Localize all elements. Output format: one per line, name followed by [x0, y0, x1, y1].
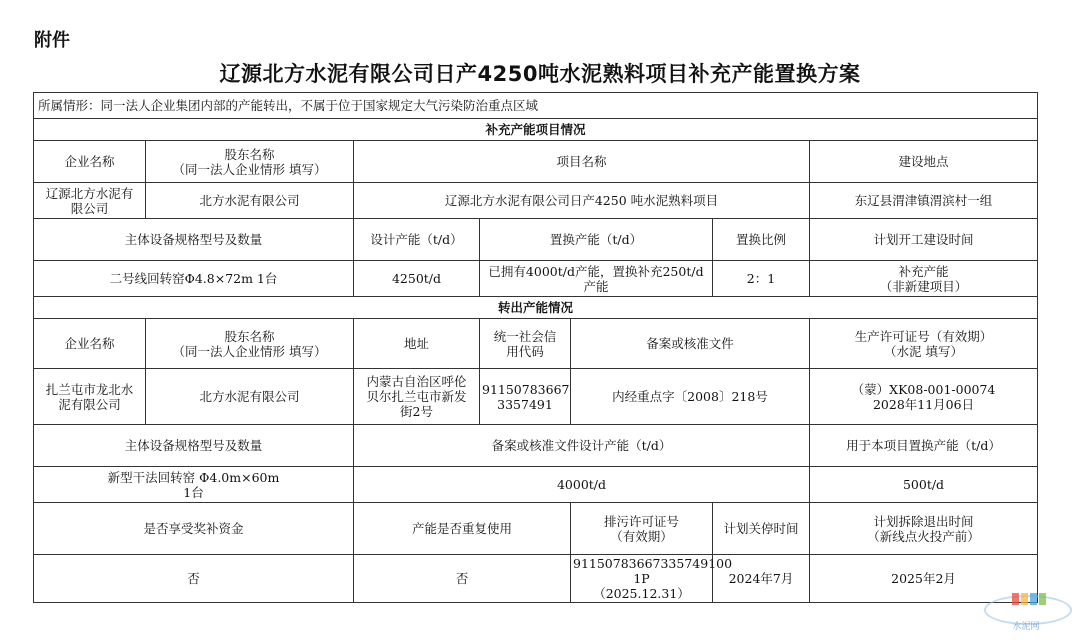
value-start-time: 补充产能 （非新建项目）: [810, 261, 1038, 297]
transfer-header-license: 生产许可证号（有效期） （水泥 填写）: [810, 319, 1038, 369]
transfer-value-filing-capacity: 4000t/d: [354, 467, 810, 503]
value-shutdown-time: 2024年7月: [713, 555, 810, 603]
value-reuse: 否: [354, 555, 571, 603]
transfer-header-shareholder: 股东名称 （同一法人企业情形 填写）: [146, 319, 354, 369]
transfer-header-address: 地址: [354, 319, 480, 369]
scope-row: 所属情形：同一法人企业集团内部的产能转出，不属于位于国家规定大气污染防治重点区域: [34, 93, 1038, 119]
value-subsidy: 否: [34, 555, 354, 603]
transfer-value-used-capacity: 500t/d: [810, 467, 1038, 503]
watermark-bar: [1039, 593, 1046, 605]
watermark-bars-icon: [1012, 593, 1046, 605]
header-subsidy: 是否享受奖补资金: [34, 503, 354, 555]
header-discharge-permit: 排污许可证号 （有效期）: [571, 503, 713, 555]
header-replacement-capacity: 置换产能（t/d）: [480, 219, 713, 261]
transfer-header-company: 企业名称: [34, 319, 146, 369]
attachment-label: 附件: [34, 30, 70, 51]
header-reuse: 产能是否重复使用: [354, 503, 571, 555]
transfer-header-equipment: 主体设备规格型号及数量: [34, 425, 354, 467]
header-ratio: 置换比例: [713, 219, 810, 261]
capacity-replacement-table: [33, 92, 1038, 603]
value-project-name: 辽源北方水泥有限公司日产4250 吨水泥熟料项目: [354, 183, 810, 219]
header-equipment: 主体设备规格型号及数量: [34, 219, 354, 261]
watermark-text: 水泥网: [1012, 622, 1040, 632]
header-design-capacity: 设计产能（t/d）: [354, 219, 480, 261]
transfer-header-filing-doc: 备案或核准文件: [571, 319, 810, 369]
value-shareholder: 北方水泥有限公司: [146, 183, 354, 219]
header-demolish-time: 计划拆除退出时间 （新线点火投产前）: [810, 503, 1038, 555]
watermark-bar: [1021, 593, 1028, 605]
transfer-value-address: 内蒙古自治区呼伦 贝尔扎兰屯市新发 街2号: [354, 369, 480, 425]
transfer-value-license: （蒙）XK08-001-00074 2028年11月06日: [810, 369, 1038, 425]
watermark-bar: [1030, 593, 1037, 605]
section-title-supplement: 补充产能项目情况: [34, 119, 1038, 141]
transfer-value-filing-doc: 内经重点字〔2008〕218号: [571, 369, 810, 425]
header-shareholder: 股东名称 （同一法人企业情形 填写）: [146, 141, 354, 183]
document-title: 辽源北方水泥有限公司日产4250吨水泥熟料项目补充产能置换方案: [219, 62, 861, 86]
value-location: 东辽县渭津镇渭滨村一组: [810, 183, 1038, 219]
watermark-bar: [1012, 593, 1019, 605]
transfer-value-company: 扎兰屯市龙北水 泥有限公司: [34, 369, 146, 425]
transfer-value-credit-code: 91150783667 3357491: [480, 369, 571, 425]
header-start-time: 计划开工建设时间: [810, 219, 1038, 261]
header-project-name: 项目名称: [354, 141, 810, 183]
value-company: 辽源北方水泥有 限公司: [34, 183, 146, 219]
section-title-transfer: 转出产能情况: [34, 297, 1038, 319]
transfer-value-equipment: 新型干法回转窑 Φ4.0m×60m 1台: [34, 467, 354, 503]
transfer-header-filing-capacity: 备案或核准文件设计产能（t/d）: [354, 425, 810, 467]
watermark-logo: [980, 589, 1072, 633]
transfer-value-shareholder: 北方水泥有限公司: [146, 369, 354, 425]
value-ratio: 2：1: [713, 261, 810, 297]
value-equipment: 二号线回转窑Φ4.8×72m 1台: [34, 261, 354, 297]
value-demolish-time: 2025年2月: [810, 555, 1038, 603]
value-replacement-capacity: 已拥有4000t/d产能，置换补充250t/d 产能: [480, 261, 713, 297]
transfer-header-used-capacity: 用于本项目置换产能（t/d）: [810, 425, 1038, 467]
header-location: 建设地点: [810, 141, 1038, 183]
value-design-capacity: 4250t/d: [354, 261, 480, 297]
header-company: 企业名称: [34, 141, 146, 183]
header-shutdown-time: 计划关停时间: [713, 503, 810, 555]
transfer-header-credit-code: 统一社会信 用代码: [480, 319, 571, 369]
value-discharge-permit: 91150783667335749100 1P （2025.12.31）: [571, 555, 713, 603]
